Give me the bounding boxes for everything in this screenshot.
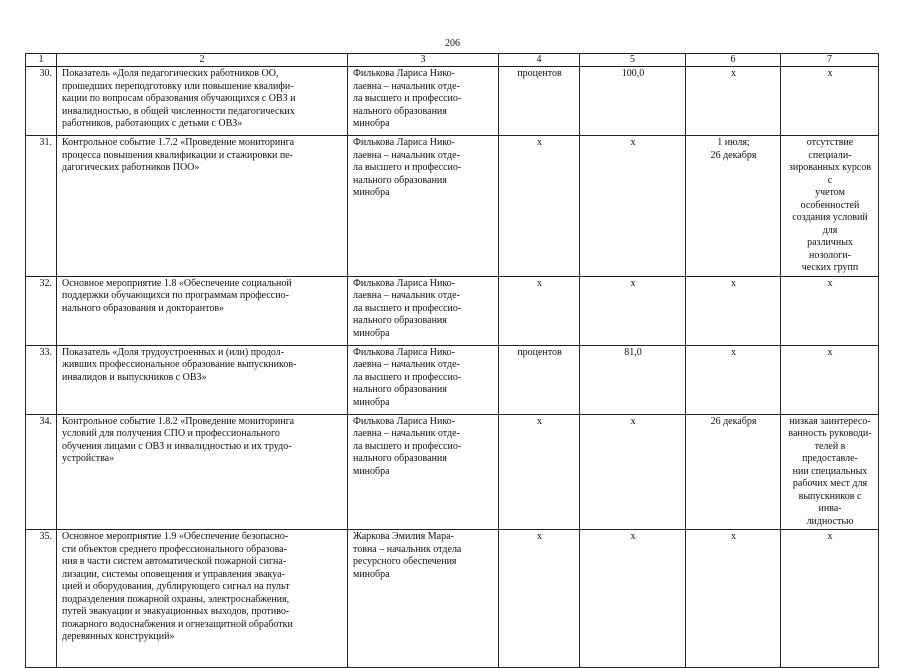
row-number: 35.: [26, 530, 57, 668]
unit-cell: x: [499, 276, 580, 345]
value-cell: x: [580, 414, 686, 530]
measure-name: Показатель «Доля педагогических работников ОО, прошедших переподготовку или повышение квалифи- кации по вопросам образования обучающихся с ОВЗ и инвалидностью, в общей численности педагогических работников, работающих с детьми с ОВЗ»: [57, 67, 348, 136]
value-cell: 100,0: [580, 67, 686, 136]
table-row: [26, 530, 879, 668]
risk-cell: низкая заинтересо- ванность руководи- телей в предоставле- нии специальных рабочих мест для выпускников с инва- лидностью: [781, 414, 879, 530]
measure-name: Показатель «Доля трудоустроенных и (или) продол- живших профессиональное образование выпускников- инвалидов и выпускников с ОВЗ»: [57, 345, 348, 414]
row-number: 34.: [26, 414, 57, 530]
responsible-person: Филькова Лариса Нико- лаевна – начальник отде- ла высшего и профессио- нального образования минобра: [348, 414, 499, 530]
measure-name: Основное мероприятие 1.9 «Обеспечение безопасно- сти объектов среднего профессионального образова- ния в части систем автоматической пожарной сигна- лизации, системы оповещения и управления эвакуа- цией и оборудования, дублирующего сигнал на пульт подразделения пожарной охраны, электроснабжения, путей эвакуации и эвакуационных выходов, противо- пожарного водоснабжения и огнезащитной обработки деревянных конструкций»: [57, 530, 348, 668]
deadline-cell: 1 июля; 26 декабря: [686, 136, 781, 277]
header-cell: 3: [348, 54, 499, 67]
unit-cell: x: [499, 530, 580, 668]
header-cell: 4: [499, 54, 580, 67]
header-cell: 7: [781, 54, 879, 67]
value-cell: x: [580, 530, 686, 668]
row-number: 32.: [26, 276, 57, 345]
measure-name: Контрольное событие 1.7.2 «Проведение мониторинга процесса повышения квалификации и стажировки пе- дагогических работников ПОО»: [57, 136, 348, 277]
deadline-cell: x: [686, 530, 781, 668]
unit-cell: x: [499, 136, 580, 277]
header-cell: 6: [686, 54, 781, 67]
value-cell: 81,0: [580, 345, 686, 414]
header-cell: 2: [57, 54, 348, 67]
row-number: 33.: [26, 345, 57, 414]
responsible-person: Филькова Лариса Нико- лаевна – начальник отде- ла высшего и профессио- нального образования минобра: [348, 345, 499, 414]
unit-cell: x: [499, 414, 580, 530]
risk-cell: x: [781, 345, 879, 414]
measure-name: Контрольное событие 1.8.2 «Проведение мониторинга условий для получения СПО и профессионального обучения лицами с ОВЗ и инвалидностью и их трудо- устройства»: [57, 414, 348, 530]
measures-table: [25, 53, 879, 668]
page-number: 206: [445, 38, 460, 49]
measure-name: Основное мероприятие 1.8 «Обеспечение социальной поддержки обучающихся по программам профессио- нального образования и докторантов»: [57, 276, 348, 345]
header-cell: 1: [26, 54, 57, 67]
responsible-person: Филькова Лариса Нико- лаевна – начальник отде- ла высшего и профессио- нального образования минобра: [348, 276, 499, 345]
row-number: 31.: [26, 136, 57, 277]
table-row: [26, 276, 879, 345]
table-row: [26, 414, 879, 530]
unit-cell: процентов: [499, 67, 580, 136]
table-row: [26, 67, 879, 136]
responsible-person: Филькова Лариса Нико- лаевна – начальник отде- ла высшего и профессио- нального образования минобра: [348, 67, 499, 136]
unit-cell: процентов: [499, 345, 580, 414]
table-row: [26, 136, 879, 277]
table-row: [26, 345, 879, 414]
value-cell: x: [580, 276, 686, 345]
header-row: [26, 54, 879, 67]
risk-cell: x: [781, 67, 879, 136]
risk-cell: x: [781, 276, 879, 345]
deadline-cell: 26 декабря: [686, 414, 781, 530]
deadline-cell: x: [686, 276, 781, 345]
responsible-person: Филькова Лариса Нико- лаевна – начальник отде- ла высшего и профессио- нального образования минобра: [348, 136, 499, 277]
risk-cell: x: [781, 530, 879, 668]
deadline-cell: x: [686, 67, 781, 136]
value-cell: x: [580, 136, 686, 277]
risk-cell: отсутствие специали- зированных курсов с учетом особенностей создания условий для различных нозологи- ческих групп: [781, 136, 879, 277]
header-cell: 5: [580, 54, 686, 67]
responsible-person: Жаркова Эмилия Мара- товна – начальник отдела ресурсного обеспечения минобра: [348, 530, 499, 668]
deadline-cell: x: [686, 345, 781, 414]
row-number: 30.: [26, 67, 57, 136]
